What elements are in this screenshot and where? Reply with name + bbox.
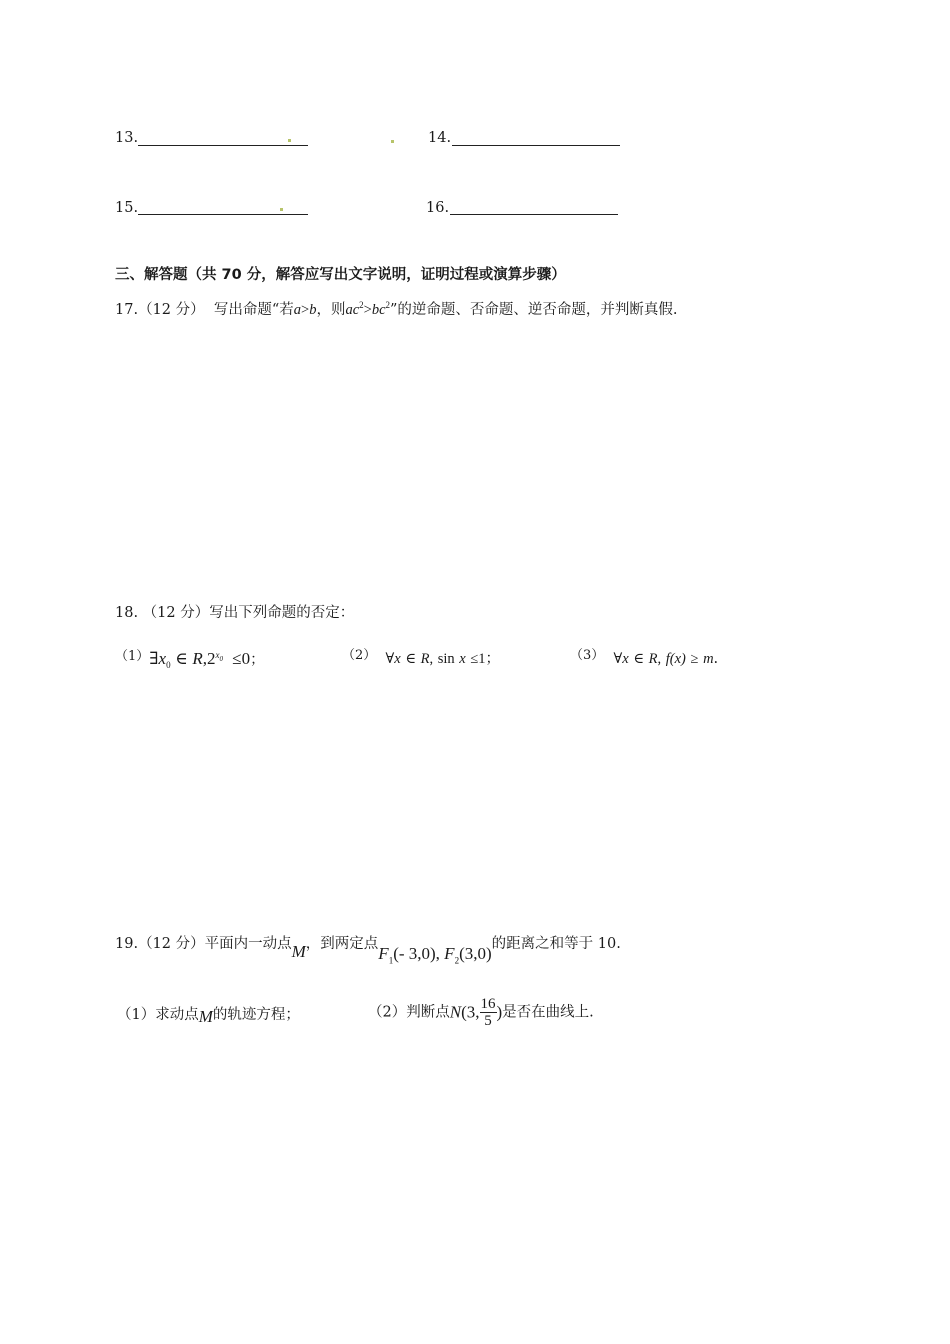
q17-concl-b: bc (371, 302, 386, 318)
q18-number: 18. (115, 605, 139, 621)
q18-part-1 (115, 649, 265, 671)
q17-score: （12 分） (138, 302, 205, 318)
q19-p2-open: (3, (461, 1002, 480, 1022)
q18-p3-m: m (703, 651, 714, 667)
q17-text-a: 写出命题“若 (213, 302, 294, 318)
question-18 (115, 603, 354, 623)
q18-p2-arg: x (459, 651, 466, 667)
blank-14-line[interactable] (452, 145, 620, 146)
q18-part-3 (570, 649, 718, 670)
q18-p2-var: x (394, 651, 401, 667)
blank-13-line[interactable] (138, 145, 308, 146)
q18-p2-in: ∈ (405, 651, 417, 667)
q19-p2-text: 是否在曲线上. (502, 1004, 594, 1021)
q18-p1-exp: x0 (215, 650, 224, 663)
q18-p3-in: ∈ (633, 651, 645, 667)
q17-text-c: ”的逆命题、否命题、逆否命题，并判断真假. (390, 302, 678, 318)
q18-p2-forall: ∀ (385, 651, 395, 667)
blank-16-line[interactable] (450, 214, 618, 215)
section-3-heading: 三、解答题（共 70 分，解答应写出文字说明，证明过程或演算步骤） (115, 267, 566, 283)
q19-p1-label: （1）求动点 (117, 1007, 199, 1023)
q18-p1-rel: ≤0 (232, 649, 251, 668)
q18-p2-end: ； (485, 651, 501, 667)
q18-p1-exists: ∃ (149, 649, 159, 668)
q17-cond-b: b (309, 302, 317, 318)
q18-p1-comma: , (202, 649, 208, 668)
q18-p1-sub: 0 (166, 659, 171, 670)
q19-p1-text: 的轨迹方程； (212, 1007, 300, 1023)
q19-p2-label: （2）判断点 (368, 1004, 450, 1021)
q19-part-2 (368, 996, 594, 1029)
blank-15-mark (280, 208, 283, 211)
q18-p3-label: （3） (570, 648, 605, 663)
q17-concl-a: ac (345, 302, 360, 318)
q18-p3-set: R (648, 651, 658, 667)
stray-mark (391, 140, 394, 143)
q19-fraction: $\frac{16}{5}$ (480, 996, 496, 1029)
q18-p3-comma: , (657, 651, 662, 667)
q19-number: 19. (115, 936, 139, 952)
blank-13-label: 13. (115, 130, 139, 146)
q18-p3-end: . (713, 651, 719, 667)
q19-text-a: ，到两定点 (305, 936, 379, 952)
blank-14-label: 14. (428, 130, 452, 146)
q18-p1-end: ； (250, 652, 265, 668)
q18-p2-label: （2） (342, 648, 377, 663)
q17-exp-2: 2 (385, 300, 391, 311)
q18-p2-set: R (420, 651, 430, 667)
q17-cond-op: > (301, 302, 310, 318)
q18-p2-fn: sin (437, 651, 455, 667)
q18-p1-label: （1） (115, 649, 150, 664)
q18-p2-comma: , (429, 651, 434, 667)
q18-p3-f: f (665, 651, 670, 667)
q18-p1-base: 2 (207, 649, 216, 668)
blank-16-label: 16. (426, 200, 450, 216)
q17-exp-1: 2 (359, 300, 364, 311)
q18-p3-var: x (622, 651, 629, 667)
q17-number: 17. (115, 302, 139, 318)
q19-score: （12 分）平面内一动点 (138, 936, 292, 952)
q19-p2-point: N (449, 1002, 462, 1022)
question-17 (115, 300, 678, 320)
q17-text-b: ，则 (316, 302, 346, 318)
q18-score: （12 分）写出下列命题的否定： (142, 605, 355, 621)
q18-p1-in: ∈ (175, 649, 188, 668)
blank-15-label: 15. (115, 200, 139, 216)
q19-p2-close: ) (496, 1002, 503, 1022)
q18-part-2 (342, 649, 500, 670)
q18-p3-forall: ∀ (613, 651, 623, 667)
q19-part-1 (117, 1004, 300, 1025)
q18-p2-rel: ≤1 (470, 651, 486, 667)
q19-foci: $F_1(-$ 3,0), $F_2(3,0)$ (378, 944, 492, 966)
q19-p1-point: M (198, 1007, 213, 1026)
q18-p1-set: R (192, 649, 203, 668)
q18-p1-var: x (158, 649, 167, 668)
q19-point-m: M (291, 942, 306, 961)
blank-13-mark (288, 139, 291, 142)
q19-text-b: 的距离之和等于 10. (491, 936, 621, 952)
question-19 (115, 933, 621, 966)
q18-p3-rel: ≥ (690, 651, 699, 667)
q17-concl-op: > (363, 302, 372, 318)
q17-cond-a: a (293, 302, 302, 318)
q18-p3-arg: (x) (669, 651, 686, 667)
blank-15-line[interactable] (138, 214, 308, 215)
